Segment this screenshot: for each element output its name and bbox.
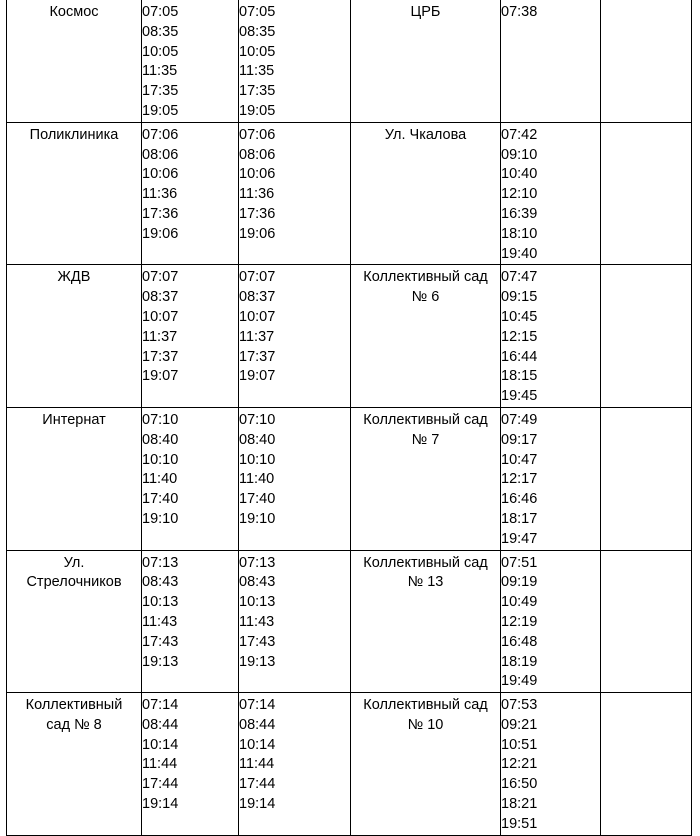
table-row — [7, 122, 692, 265]
stop-name-line: № 13 — [407, 574, 444, 591]
time-entry: 09:10 — [501, 146, 538, 163]
departure-times-cell — [142, 550, 239, 693]
time-entry: 19:14 — [239, 796, 276, 813]
departure-times-cell — [501, 122, 601, 265]
time-entry: 07:07 — [142, 269, 179, 286]
departure-times-cell — [239, 0, 351, 122]
time-entry: 17:40 — [142, 491, 179, 508]
time-entry: 08:44 — [239, 716, 276, 733]
time-entry: 10:45 — [501, 308, 538, 325]
stop-name-line: Стрелочников — [26, 574, 122, 591]
time-entry: 19:13 — [142, 653, 179, 670]
time-entry: 10:47 — [501, 451, 538, 468]
time-entry: 10:10 — [239, 451, 276, 468]
stop-name-line: Ул. Чкалова — [384, 126, 467, 143]
stop-name-cell — [351, 550, 501, 693]
time-entry: 12:21 — [501, 756, 538, 773]
departure-times-cell — [142, 407, 239, 550]
time-entry: 17:35 — [142, 83, 179, 100]
empty-cell — [601, 0, 692, 122]
stop-name-line: № 10 — [407, 716, 444, 733]
time-entry: 19:51 — [501, 815, 538, 832]
time-entry: 08:40 — [142, 431, 179, 448]
time-entry: 08:35 — [142, 23, 179, 40]
time-entry: 07:51 — [501, 554, 538, 571]
time-entry: 12:15 — [501, 328, 538, 345]
stop-name-cell — [351, 0, 501, 122]
table-row — [7, 0, 692, 122]
time-entry: 11:43 — [239, 613, 275, 630]
time-entry: 09:21 — [501, 716, 538, 733]
departure-times-cell — [142, 0, 239, 122]
time-entry: 11:44 — [142, 756, 178, 773]
time-entry: 07:06 — [239, 126, 276, 143]
stop-name-line: Коллективный сад — [363, 411, 488, 428]
departure-times-cell — [501, 0, 601, 122]
time-entry: 08:44 — [142, 716, 179, 733]
time-entry: 19:05 — [239, 102, 276, 119]
time-entry: 08:37 — [239, 289, 276, 306]
empty-cell — [601, 122, 692, 265]
departure-times-cell — [501, 550, 601, 693]
stop-name-line: ЦРБ — [410, 4, 441, 20]
time-entry: 08:43 — [239, 574, 276, 591]
stop-name-line: Ул. — [63, 554, 85, 571]
time-entry: 19:06 — [142, 225, 179, 242]
time-entry: 17:44 — [142, 776, 179, 793]
time-entry: 08:35 — [239, 23, 276, 40]
time-entry: 19:10 — [142, 510, 179, 527]
stop-name-line: Коллективный сад — [363, 697, 488, 714]
time-entry: 07:10 — [239, 411, 276, 428]
time-entry: 10:51 — [501, 736, 538, 753]
time-entry: 19:07 — [142, 368, 179, 385]
time-entry: 07:14 — [239, 697, 276, 714]
time-entry: 10:10 — [142, 451, 179, 468]
empty-cell — [601, 550, 692, 693]
time-entry: 19:40 — [501, 245, 538, 262]
time-entry: 11:35 — [142, 63, 178, 80]
departure-times-cell — [239, 265, 351, 408]
time-entry: 09:15 — [501, 289, 538, 306]
time-entry: 07:07 — [239, 269, 276, 286]
time-entry: 07:13 — [142, 554, 179, 571]
time-entry: 10:40 — [501, 166, 538, 183]
time-entry: 16:44 — [501, 348, 538, 365]
time-entry: 10:05 — [239, 43, 276, 60]
time-entry: 19:05 — [142, 102, 179, 119]
stop-name-cell — [7, 407, 142, 550]
time-entry: 19:14 — [142, 796, 179, 813]
time-entry: 07:06 — [142, 126, 179, 143]
stop-name-cell — [351, 693, 501, 836]
stop-name-line: сад № 8 — [46, 716, 102, 733]
time-entry: 07:53 — [501, 697, 538, 714]
time-entry: 08:06 — [239, 146, 276, 163]
time-entry: 18:10 — [501, 225, 538, 242]
time-entry: 18:21 — [501, 796, 538, 813]
departure-times-cell — [239, 693, 351, 836]
time-entry: 17:43 — [142, 633, 179, 650]
time-entry: 10:05 — [142, 43, 179, 60]
time-entry: 17:44 — [239, 776, 276, 793]
stop-name-line: ЖДВ — [57, 269, 91, 286]
time-entry: 11:35 — [239, 63, 275, 80]
time-entry: 19:45 — [501, 388, 538, 405]
table-row — [7, 550, 692, 693]
departure-times-cell — [142, 265, 239, 408]
time-entry: 10:06 — [142, 166, 179, 183]
time-entry: 19:13 — [239, 653, 276, 670]
time-entry: 07:05 — [142, 4, 179, 20]
table-row — [7, 693, 692, 836]
time-entry: 18:19 — [501, 653, 538, 670]
table-row — [7, 265, 692, 408]
time-entry: 07:47 — [501, 269, 538, 286]
stop-name-cell — [7, 550, 142, 693]
time-entry: 07:13 — [239, 554, 276, 571]
time-entry: 10:14 — [239, 736, 276, 753]
time-entry: 07:05 — [239, 4, 276, 20]
stop-name-cell — [7, 693, 142, 836]
time-entry: 16:50 — [501, 776, 538, 793]
time-entry: 07:42 — [501, 126, 538, 143]
time-entry: 11:37 — [239, 328, 275, 345]
time-entry: 10:14 — [142, 736, 179, 753]
empty-cell — [601, 265, 692, 408]
time-entry: 18:17 — [501, 510, 538, 527]
table-row — [7, 407, 692, 550]
departure-times-cell — [501, 693, 601, 836]
time-entry: 16:46 — [501, 491, 538, 508]
stop-name-line: Коллективный — [25, 697, 123, 714]
stop-name-line: Поликлиника — [29, 126, 119, 143]
time-entry: 16:39 — [501, 205, 538, 222]
time-entry: 07:38 — [501, 4, 538, 20]
time-entry: 17:36 — [142, 205, 179, 222]
departure-times-cell — [239, 407, 351, 550]
stop-name-line: Коллективный сад — [363, 269, 488, 286]
time-entry: 08:06 — [142, 146, 179, 163]
time-entry: 19:07 — [239, 368, 276, 385]
schedule-body — [7, 0, 692, 835]
time-entry: 12:10 — [501, 186, 538, 203]
stop-name-cell — [351, 122, 501, 265]
stop-name-cell — [351, 407, 501, 550]
stop-name-line: Космос — [49, 4, 99, 20]
time-entry: 19:47 — [501, 530, 538, 547]
time-entry: 19:06 — [239, 225, 276, 242]
time-entry: 17:37 — [142, 348, 179, 365]
departure-times-cell — [239, 122, 351, 265]
time-entry: 12:19 — [501, 613, 538, 630]
time-entry: 09:17 — [501, 431, 538, 448]
departure-times-cell — [142, 122, 239, 265]
stop-name-line: Интернат — [42, 411, 106, 428]
time-entry: 11:36 — [239, 186, 275, 203]
time-entry: 11:44 — [239, 756, 275, 773]
time-entry: 07:14 — [142, 697, 179, 714]
empty-cell — [601, 407, 692, 550]
time-entry: 19:10 — [239, 510, 276, 527]
departure-times-cell — [142, 693, 239, 836]
time-entry: 19:49 — [501, 673, 538, 690]
departure-times-cell — [501, 407, 601, 550]
time-entry: 09:19 — [501, 574, 538, 591]
time-entry: 07:49 — [501, 411, 538, 428]
time-entry: 10:06 — [239, 166, 276, 183]
empty-cell — [601, 693, 692, 836]
time-entry: 17:40 — [239, 491, 276, 508]
departure-times-cell — [239, 550, 351, 693]
time-entry: 17:37 — [239, 348, 276, 365]
time-entry: 18:15 — [501, 368, 538, 385]
stop-name-cell — [7, 122, 142, 265]
stop-name-cell — [7, 265, 142, 408]
stop-name-line: № 7 — [411, 431, 440, 448]
time-entry: 10:13 — [142, 594, 179, 611]
time-entry: 17:35 — [239, 83, 276, 100]
time-entry: 10:07 — [142, 308, 179, 325]
stop-name-cell — [351, 265, 501, 408]
time-entry: 17:43 — [239, 633, 276, 650]
stop-name-line: Коллективный сад — [363, 554, 488, 571]
time-entry: 12:17 — [501, 471, 538, 488]
time-entry: 08:40 — [239, 431, 276, 448]
time-entry: 16:48 — [501, 633, 538, 650]
time-entry: 10:07 — [239, 308, 276, 325]
time-entry: 17:36 — [239, 205, 276, 222]
time-entry: 11:40 — [142, 471, 178, 488]
schedule-table — [6, 0, 692, 836]
time-entry: 10:49 — [501, 594, 538, 611]
departure-times-cell — [501, 265, 601, 408]
time-entry: 11:40 — [239, 471, 275, 488]
stop-name-line: № 6 — [411, 289, 440, 306]
stop-name-cell — [7, 0, 142, 122]
time-entry: 07:10 — [142, 411, 179, 428]
time-entry: 10:13 — [239, 594, 276, 611]
time-entry: 08:37 — [142, 289, 179, 306]
time-entry: 11:43 — [142, 613, 178, 630]
time-entry: 08:43 — [142, 574, 179, 591]
time-entry: 11:37 — [142, 328, 178, 345]
time-entry: 11:36 — [142, 186, 178, 203]
